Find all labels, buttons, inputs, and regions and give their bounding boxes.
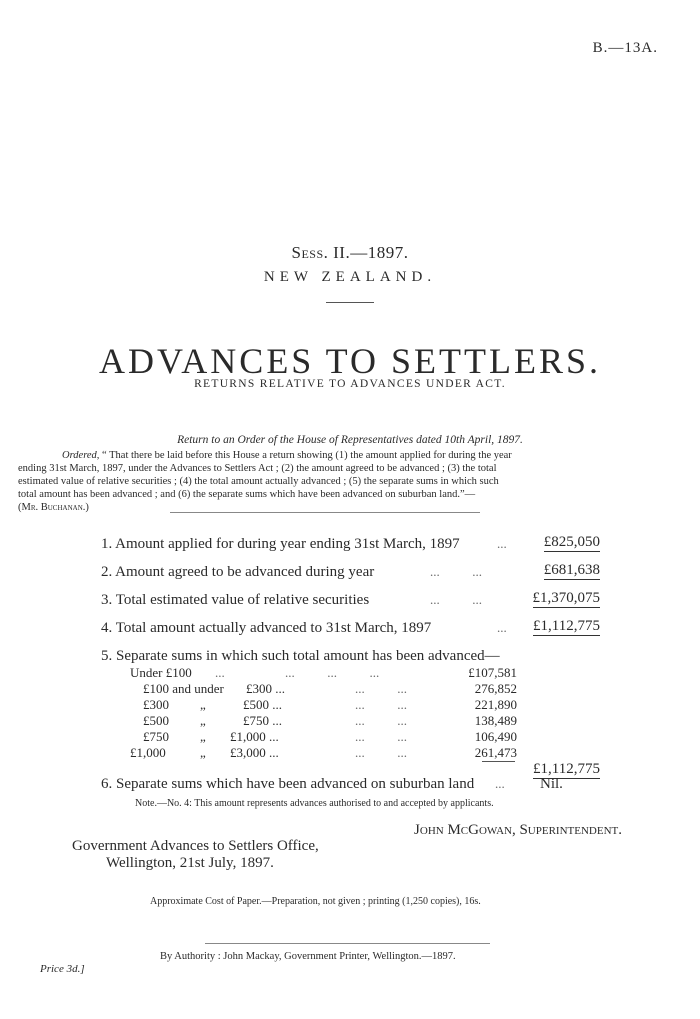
page-reference: B.—13A. xyxy=(592,40,658,56)
item-amount: £825,050 xyxy=(543,534,600,550)
item-dots: ... xyxy=(497,536,507,551)
range-to: £750 ... xyxy=(243,713,282,728)
range-sep: „ xyxy=(200,745,206,760)
range-to: £1,000 ... xyxy=(230,729,279,744)
range-to: ... xyxy=(215,665,225,680)
subtotal-rule xyxy=(482,761,515,762)
imprint-line: By Authority : John Mackay, Government Printer, Wellington.—1897. xyxy=(160,951,456,962)
footnote: Note.—No. 4: This amount represents advances authorised to and accepted by applicants. xyxy=(135,798,494,809)
ordered-rule xyxy=(170,512,480,513)
row-dots: ... ... xyxy=(355,681,407,696)
row-amount: 276,852 xyxy=(474,681,517,696)
ordered-line-1 xyxy=(62,450,512,461)
session-line: Sess. II.—1897. xyxy=(291,243,409,262)
title-rule xyxy=(326,302,374,303)
cost-line: Approximate Cost of Paper.—Preparation, not given ; printing (1,250 copies), 16s. xyxy=(150,896,481,907)
ordered-line-3: estimated value of relative securities ; (4) the total amount actually advanced ; (5) the separate sums in which such xyxy=(18,476,499,487)
item-5-total: £1,112,775 xyxy=(533,761,600,777)
item-amount: Nil. xyxy=(540,776,563,792)
signature: John McGowan, Superintendent. xyxy=(414,822,622,838)
row-amount: 221,890 xyxy=(474,697,517,712)
range-from: £100 and under xyxy=(143,681,224,696)
row-amount: 138,489 xyxy=(474,713,517,728)
document-title: ADVANCES TO SETTLERS. xyxy=(98,341,602,381)
ordered-lead: Ordered, xyxy=(62,450,100,461)
row-dots: ... ... xyxy=(355,729,407,744)
document-subtitle: RETURNS RELATIVE TO ADVANCES UNDER ACT. xyxy=(194,378,506,390)
range-from: £1,000 xyxy=(130,745,166,760)
row-dots: ... ... ... xyxy=(285,665,380,680)
row-amount: 261,473 xyxy=(474,745,517,760)
ordered-text-1: “ That there be laid before this House a return showing (1) the amount applied for during the year xyxy=(102,450,512,461)
item-label: 2. Amount agreed to be advanced during year xyxy=(101,564,375,580)
range-from: £750 xyxy=(143,729,169,744)
row-dots: ... ... xyxy=(355,697,407,712)
item-dots: ... xyxy=(497,620,507,635)
row-dots: ... ... xyxy=(355,745,407,760)
row-amount: £107,581 xyxy=(468,665,517,680)
item-label: 4. Total amount actually advanced to 31st March, 1897 xyxy=(101,620,432,636)
range-to: £300 ... xyxy=(246,681,285,696)
item-amount: £1,112,775 xyxy=(533,618,600,634)
ordered-line-4: total amount has been advanced ; and (6) the separate sums which have been advanced on suburban land.”— xyxy=(18,489,476,500)
item-label: 5. Separate sums in which such total amount has been advanced— xyxy=(101,648,500,664)
range-from: Under £100 xyxy=(130,665,192,680)
item-dots: ... ... xyxy=(430,592,482,607)
item-label: 1. Amount applied for during year ending 31st March, 1897 xyxy=(101,536,460,552)
range-to: £500 ... xyxy=(243,697,282,712)
item-dots: ... xyxy=(495,776,505,791)
item-amount: £1,370,075 xyxy=(532,590,600,606)
price-label: Price 3d.] xyxy=(40,963,85,975)
item-label: 6. Separate sums which have been advanced on suburban land xyxy=(101,776,475,792)
ordered-line-5: (Mr. Buchanan.) xyxy=(18,502,89,513)
range-from: £500 xyxy=(143,713,169,728)
place-date-line: Wellington, 21st July, 1897. xyxy=(106,855,274,871)
item-amount: £681,638 xyxy=(543,562,600,578)
return-line: Return to an Order of the House of Representatives dated 10th April, 1897. xyxy=(177,434,523,446)
range-sep: „ xyxy=(200,697,206,712)
row-amount: 106,490 xyxy=(474,729,517,744)
imprint-rule xyxy=(205,943,490,944)
range-to: £3,000 ... xyxy=(230,745,279,760)
range-from: £300 xyxy=(143,697,169,712)
ordered-line-2: ending 31st March, 1897, under the Advances to Settlers Act ; (2) the amount agreed to be advanced ; (3) the total xyxy=(18,463,497,474)
item-label: 3. Total estimated value of relative securities xyxy=(101,592,370,608)
row-dots: ... ... xyxy=(355,713,407,728)
office-line: Government Advances to Settlers Office, xyxy=(72,838,319,854)
range-sep: „ xyxy=(200,713,206,728)
range-sep: „ xyxy=(200,729,206,744)
country-line: NEW ZEALAND. xyxy=(263,269,437,285)
item-dots: ... ... xyxy=(430,564,482,579)
